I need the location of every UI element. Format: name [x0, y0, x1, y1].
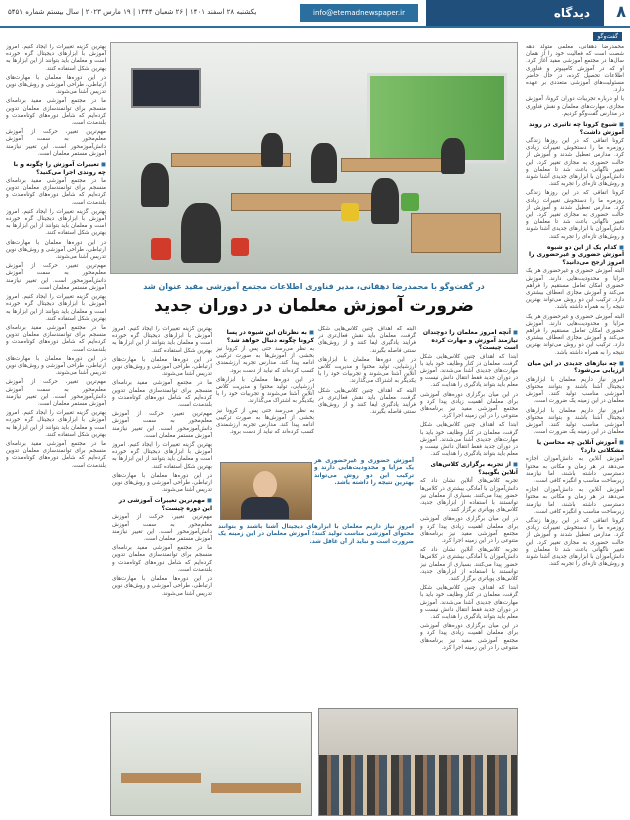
- workshop-photo: [110, 712, 312, 816]
- column-right: [526, 44, 624, 816]
- column-left: [6, 44, 106, 816]
- highlight-text: امروز نیاز داریم معلمان با ابزارهای دیجیتال آشنا باشند و بتوانند محتوای آموزشی مناسب تولید کنند؛ آموزش معلمان در این زمینه یک ضرورت است و نباید از آن غافل شد.: [218, 524, 414, 545]
- paragraph: ابتدا که اهداف چنین کلاس‌هایی شکل گرفت، معلمان در کنار وظایف خود باید با مهارت‌های جدیدی آشنا می‌شدند. آموزش در دوران جدید فقط انتقال دانش نیست و معلم باید بتواند یادگیری را هدایت کند.: [420, 353, 518, 389]
- chair: [231, 238, 249, 256]
- question-heading: ◼ مهم‌ترین تغییرات آموزشی در این دوره چیست؟: [112, 497, 212, 512]
- paragraph: کرونا اتفاقی که در این روزها زندگی روزمره ما را دستخوش تغییرات زیادی کرد. مدارس تعطیل شدند و آموزش از حالت حضوری به مجازی تغییر کرد. این تغییر ناگهانی باعث شد تا معلمان و دانش‌آموزان با ابزارهای جدیدی آشنا شوند و روش‌های تازه‌ای را تجربه کنند.: [526, 190, 624, 240]
- paragraph: کرونا اتفاقی که در این روزها زندگی روزمره ما را دستخوش تغییرات زیادی کرد. مدارس تعطیل شدند و آموزش از حالت حضوری به مجازی تغییر کرد. این تغییر ناگهانی باعث شد تا معلمان و دانش‌آموزان با ابزارهای جدیدی آشنا شوند و روش‌های تازه‌ای را تجربه کنند.: [526, 518, 624, 568]
- paragraph: بهترین گزینه تغییرات را ایجاد کنیم. امروز آموزش با ابزارهای دیجیتال گره خورده است و معلمان باید بتوانند از این ابزارها به بهترین شکل استفاده کنند.: [112, 442, 212, 470]
- pull-quote: [314, 458, 414, 488]
- headline: ضرورت آموزش معلمان در دوران جدید: [154, 296, 474, 316]
- paragraph: بهترین گزینه تغییرات را ایجاد کنیم. امروز آموزش با ابزارهای دیجیتال گره خورده است و معلمان باید بتوانند از این ابزارها به بهترین شکل استفاده کنند.: [112, 326, 212, 354]
- question-heading: ◼ شیوع کرونا چه تاثیری در روند آموزش داشت؟: [526, 121, 624, 136]
- section-title: دیدگاه: [426, 0, 604, 26]
- paragraph: ما در مجتمع آموزشی مفید برنامه‌ای منسجم برای توانمندسازی معلمان تدوین کرده‌ایم که شامل دوره‌های کوتاه‌مدت و بلندمدت است.: [112, 545, 212, 573]
- paragraph: ما در مجتمع آموزشی مفید برنامه‌ای منسجم برای توانمندسازی معلمان تدوین کرده‌ایم که شامل دوره‌های کوتاه‌مدت و بلندمدت است.: [6, 178, 106, 206]
- question-heading: ◼ کدام یک از این دو شیوه آموزش حضوری و غیرحضوری را امروز ارجح می‌دانید؟: [526, 244, 624, 267]
- paragraph: تجربه کلاس‌های آنلاین نشان داد که دانش‌آموزان با آمادگی بیشتری در کلاس‌ها حضور پیدا می‌کنند. بسیاری از معلمان نیز توانستند با استفاده از ابزارهای جدید، کلاس‌های پویاتری برگزار کنند.: [420, 478, 518, 514]
- crowd: [319, 755, 517, 815]
- paragraph: در این میان برگزاری دوره‌های آموزشی برای معلمان اهمیت زیادی پیدا کرد و مجتمع آموزشی مفید نیز برنامه‌های متنوعی را در این زمینه اجرا کرد.: [420, 516, 518, 544]
- paragraph: در این میان برگزاری دوره‌های آموزشی برای معلمان اهمیت زیادی پیدا کرد و مجتمع آموزشی مفید نیز برنامه‌های متنوعی را در این زمینه اجرا کرد.: [420, 623, 518, 651]
- paragraph: ما در مجتمع آموزشی مفید برنامه‌ای منسجم برای توانمندسازی معلمان تدوین کرده‌ایم که شامل دوره‌های کوتاه‌مدت و بلندمدت است.: [112, 380, 212, 409]
- paragraph: ما در مجتمع آموزشی مفید برنامه‌ای منسجم برای توانمندسازی معلمان تدوین کرده‌ایم که شامل دوره‌های کوتاه‌مدت و بلندمدت است.: [6, 324, 106, 353]
- paragraph: بهترین گزینه تغییرات را ایجاد کنیم. امروز آموزش با ابزارهای دیجیتال گره خورده است و معلمان باید بتوانند از این ابزارها به بهترین شکل استفاده کنند.: [6, 410, 106, 438]
- paragraph: مهم‌ترین تغییر، حرکت از آموزش معلم‌محور به سمت آموزش دانش‌آموزمحور است. این تغییر نیازمند آموزش مستمر معلمان است.: [6, 379, 106, 407]
- student: [141, 163, 169, 207]
- paragraph: مهم‌ترین تغییر، حرکت از آموزش معلم‌محور به سمت آموزش دانش‌آموزمحور است. این تغییر نیازمند آموزش مستمر معلمان است.: [112, 411, 212, 439]
- paragraph: ما در مجتمع آموزشی مفید برنامه‌ای منسجم برای توانمندسازی معلمان تدوین کرده‌ایم که شامل دوره‌های کوتاه‌مدت و بلندمدت است.: [6, 98, 106, 127]
- desk: [211, 783, 301, 793]
- question-heading: ◼ آنچه امروز معلمان را دوچندان نیازمند آموزش و مهارت کرده است چیست؟: [420, 329, 518, 352]
- paragraph: البته که اهداف چنین کلاس‌هایی شکل گرفت، معلمان باید نقش فعال‌تری در فرایند یادگیری ایفا کنند و از روش‌های سنتی فاصله بگیرند.: [318, 326, 416, 354]
- paragraph: در این دوره‌ها معلمان با ابزارهای ارزشیابی، تولید محتوا و مدیریت کلاس آنلاین آشنا می‌شوند و تجربیات خود را با یکدیگر به اشتراک می‌گذارند.: [216, 376, 314, 405]
- group-photo: [318, 708, 518, 816]
- page-number: ۸: [616, 2, 626, 21]
- paragraph: امروز نیاز داریم معلمان با ابزارهای دیجیتال آشنا باشند و بتوانند محتوای آموزشی مناسب تولید کنند. آموزش معلمان در این زمینه یک ضرورت است.: [526, 407, 624, 436]
- paragraph: تجربه کلاس‌های آنلاین نشان داد که دانش‌آموزان با آمادگی بیشتری در کلاس‌ها حضور پیدا می‌کنند. بسیاری از معلمان نیز توانستند با استفاده از ابزارهای جدید، کلاس‌های پویاتری برگزار کنند.: [420, 547, 518, 582]
- chair: [341, 203, 359, 221]
- window: [367, 73, 507, 163]
- desk: [121, 773, 201, 783]
- interviewee-portrait: [220, 462, 312, 520]
- page-header: [0, 0, 630, 28]
- classroom-photo: [110, 42, 518, 274]
- paragraph: محمدرضا دهقانی، معلمی متولد دهه شصت است که فعالیت خود را از همان سال‌ها در مجتمع آموزشی مفید آغاز کرد. او که در آموزش کامپیوتر و فناوری اطلاعات تحصیل کرده، در حال حاضر مسئولیت‌های آموزشی متعددی بر عهده دارد.: [526, 44, 624, 94]
- paragraph: با او درباره تجربیات دوران کرونا، آموزش مجازی، مهارت‌های معلمان و نقش فناوری در مدارس گفت‌وگو کردیم.: [526, 96, 624, 117]
- email-link[interactable]: info@etemadnewspaper.ir: [300, 4, 418, 22]
- student: [181, 203, 221, 263]
- dek: در گفت‌وگو با محمدرضا دهقانی، مدیر فناوری اطلاعات مجتمع آموزشی مفید عنوان شد: [143, 282, 485, 291]
- paragraph: بهترین گزینه تغییرات را ایجاد کنیم. امروز آموزش با ابزارهای دیجیتال گره خورده است و معلمان باید بتوانند از این ابزارها به بهترین شکل استفاده کنند.: [6, 44, 106, 72]
- paragraph: در این دوره‌ها معلمان با مهارت‌های ارتباطی، طراحی آموزشی و روش‌های نوین تدریس آشنا می‌شوند.: [6, 74, 106, 96]
- question-heading: ◼ آموزش آنلاین چه محاسن یا مشکلاتی دارد؟: [526, 439, 624, 454]
- column-middle-right: [420, 326, 518, 706]
- paragraph: در این میان برگزاری دوره‌های آموزشی برای معلمان اهمیت زیادی پیدا کرد و مجتمع آموزشی مفید نیز برنامه‌های متنوعی را در این زمینه اجرا کرد.: [420, 391, 518, 420]
- paragraph: آموزش آنلاین به دانش‌آموزان اجازه می‌دهد در هر زمان و مکانی به محتوا دسترسی داشته باشند، اما نیازمند زیرساخت مناسب و انگیزه کافی است.: [526, 456, 624, 485]
- question-heading: ◼ از تجربه برگزاری کلاس‌های آنلاین بگویید؟: [420, 461, 518, 476]
- paragraph: در این دوره‌ها معلمان با ابزارهای ارزشیابی، تولید محتوا و مدیریت کلاس آنلاین آشنا می‌شوند و تجربیات خود را با یکدیگر به اشتراک می‌گذارند.: [318, 356, 416, 385]
- portrait-head: [253, 471, 277, 499]
- paragraph: امروز نیاز داریم معلمان با ابزارهای دیجیتال آشنا باشند و بتوانند محتوای آموزشی مناسب تولید کنند. آموزش معلمان در این زمینه یک ضرورت است.: [526, 376, 624, 405]
- paragraph: آموزش آنلاین به دانش‌آموزان اجازه می‌دهد در هر زمان و مکانی به محتوا دسترسی داشته باشند، اما نیازمند زیرساخت مناسب و انگیزه کافی است.: [526, 487, 624, 515]
- student: [261, 133, 283, 167]
- student: [311, 143, 337, 183]
- chair: [401, 193, 419, 211]
- paragraph: در این دوره‌ها معلمان با مهارت‌های ارتباطی، طراحی آموزشی و روش‌های نوین تدریس آشنا می‌شوند.: [112, 576, 212, 597]
- section-tag: گفت‌وگو: [593, 32, 622, 41]
- paragraph: ما در مجتمع آموزشی مفید برنامه‌ای منسجم برای توانمندسازی معلمان تدوین کرده‌ایم که شامل دوره‌های کوتاه‌مدت و بلندمدت است.: [6, 440, 106, 469]
- paragraph: مهم‌ترین تغییر، حرکت از آموزش معلم‌محور به سمت آموزش دانش‌آموزمحور است. این تغییر نیازمند آموزش مستمر معلمان است.: [6, 129, 106, 157]
- question-heading: ◼ به نظرتان این شیوه در پسا کرونا چگونه دنبال خواهد شد؟: [216, 329, 314, 344]
- paragraph: ابتدا که اهداف چنین کلاس‌هایی شکل گرفت، معلمان در کنار وظایف خود باید با مهارت‌های جدیدی آشنا می‌شدند. آموزش در دوران جدید فقط انتقال دانش نیست و معلم باید بتواند یادگیری را هدایت کند.: [420, 585, 518, 620]
- paragraph: البته آموزش حضوری و غیرحضوری هر یک مزایا و محدودیت‌هایی دارند. آموزش حضوری امکان تعامل مستقیم را فراهم می‌کند و آموزش مجازی انعطاف بیشتری دارد. ترکیب این دو روش می‌تواند بهترین نتیجه را به همراه داشته باشد.: [526, 313, 624, 356]
- question-heading: ◼ چه نیازهای جدیدی در این میان ارزیابی می‌شود؟: [526, 360, 624, 375]
- paragraph: مهم‌ترین تغییر، حرکت از آموزش معلم‌محور به سمت آموزش دانش‌آموزمحور است. این تغییر نیازمند آموزش مستمر معلمان است.: [6, 263, 106, 291]
- paragraph: در این دوره‌ها معلمان با مهارت‌های ارتباطی، طراحی آموزشی و روش‌های نوین تدریس آشنا می‌شوند.: [6, 239, 106, 261]
- paragraph: در این دوره‌ها معلمان با مهارت‌های ارتباطی، طراحی آموزشی و روش‌های نوین تدریس آشنا می‌شوند.: [6, 355, 106, 377]
- portrait-body: [241, 497, 289, 520]
- column-middle: [318, 326, 416, 454]
- paragraph: به نظر می‌رسد حتی پس از کرونا نیز بخشی از آموزش‌ها به صورت ترکیبی ادامه پیدا کند. مدارس تجربه ارزشمندی کسب کرده‌اند که نباید از دست برود.: [216, 346, 314, 374]
- paragraph: بهترین گزینه تغییرات را ایجاد کنیم. امروز آموزش با ابزارهای دیجیتال گره خورده است و معلمان باید بتوانند از این ابزارها به بهترین شکل استفاده کنند.: [6, 294, 106, 322]
- paragraph: مهم‌ترین تغییر، حرکت از آموزش معلم‌محور به سمت آموزش دانش‌آموزمحور است. این تغییر نیازمند آموزش مستمر معلمان است.: [112, 514, 212, 543]
- pull-quote-text: آموزش حضوری و غیرحضوری هر یک مزایا و محدودیت‌هایی دارند و ترکیب این دو روش می‌تواند بهترین نتیجه را داشته باشد.: [314, 458, 414, 487]
- desk: [411, 213, 501, 253]
- paragraph: در این دوره‌ها معلمان با مهارت‌های ارتباطی، طراحی آموزشی و روش‌های نوین تدریس آشنا می‌شوند.: [112, 356, 212, 378]
- paragraph: کرونا اتفاقی که در این روزها زندگی روزمره ما را دستخوش تغییرات زیادی کرد. مدارس تعطیل شدند و آموزش از حالت حضوری به مجازی تغییر کرد. این تغییر ناگهانی باعث شد تا معلمان و دانش‌آموزان با ابزارهای جدیدی آشنا شوند و روش‌های تازه‌ای را تجربه کنند.: [526, 138, 624, 188]
- chair: [151, 238, 171, 260]
- column-middle-left: [216, 326, 314, 458]
- paragraph: به نظر می‌رسد حتی پس از کرونا نیز بخشی از آموزش‌ها به صورت ترکیبی ادامه پیدا کند. مدارس تجربه ارزشمندی کسب کرده‌اند که نباید از دست برود.: [216, 407, 314, 436]
- paragraph: البته آموزش حضوری و غیرحضوری هر یک مزایا و محدودیت‌هایی دارند. آموزش حضوری امکان تعامل مستقیم را فراهم می‌کند و آموزش مجازی انعطاف بیشتری دارد. ترکیب این دو روش می‌تواند بهترین نتیجه را به همراه داشته باشد.: [526, 268, 624, 311]
- desk: [341, 158, 451, 172]
- paragraph: بهترین گزینه تغییرات را ایجاد کنیم. امروز آموزش با ابزارهای دیجیتال گره خورده است و معلمان باید بتوانند از این ابزارها به بهترین شکل استفاده کنند.: [6, 208, 106, 237]
- paragraph: البته که اهداف چنین کلاس‌هایی شکل گرفت، معلمان باید نقش فعال‌تری در فرایند یادگیری ایفا کنند و از روش‌های سنتی فاصله بگیرند.: [318, 387, 416, 416]
- question-heading: ◼ تغییرات آموزش را چگونه و با چه روندی اجرا می‌کنید؟: [6, 161, 106, 176]
- dateline: یکشنبه ۲۸ اسفند ۱۴۰۱ | ۲۶ شعبان ۱۴۴۴ | ۱۹ مارس ۲۰۲۳ | سال بیستم شماره ۵۴۵۱: [8, 8, 257, 16]
- column-inner-left: [112, 326, 212, 706]
- paragraph: ابتدا که اهداف چنین کلاس‌هایی شکل گرفت، معلمان در کنار وظایف خود باید با مهارت‌های جدیدی آشنا می‌شدند. آموزش در دوران جدید فقط انتقال دانش نیست و معلم باید بتواند یادگیری را هدایت کند.: [420, 422, 518, 458]
- paragraph: در این دوره‌ها معلمان با مهارت‌های ارتباطی، طراحی آموزشی و روش‌های نوین تدریس آشنا می‌شوند.: [112, 472, 212, 494]
- student: [441, 138, 465, 174]
- highlight-box: [218, 524, 414, 546]
- student: [371, 178, 399, 224]
- screen-board: [131, 68, 201, 108]
